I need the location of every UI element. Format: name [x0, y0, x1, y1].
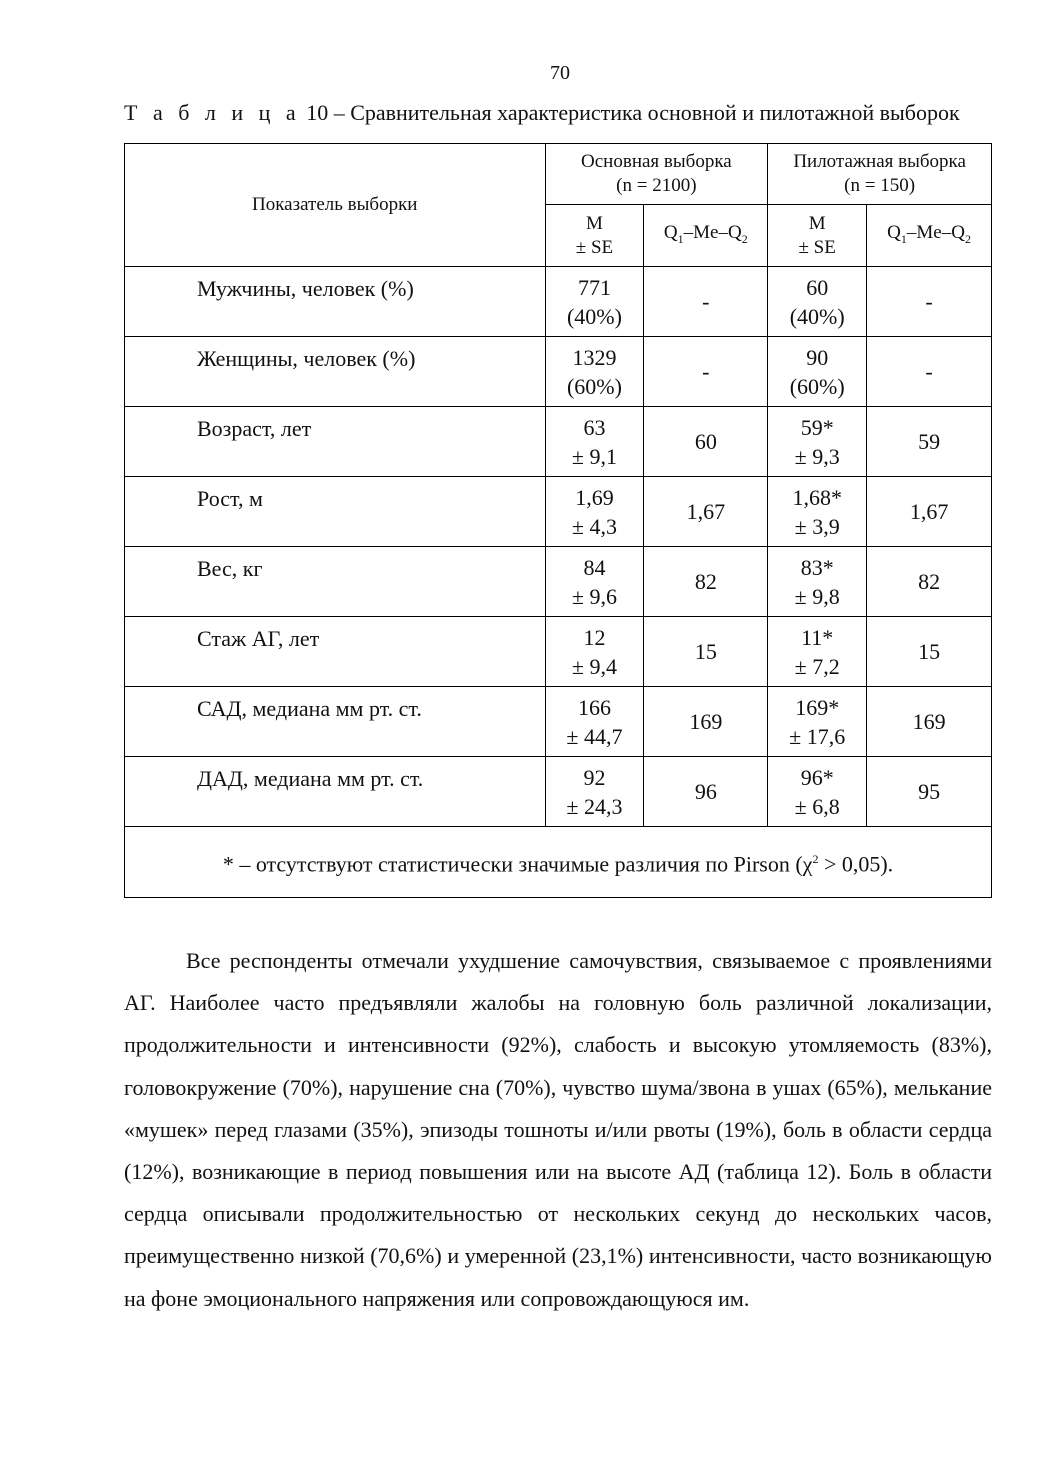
row-label — [125, 407, 546, 477]
cell-main-quartile — [644, 337, 768, 407]
caption-text: 10 – Сравнительная характеристика основной и пилотажной выборок — [300, 100, 960, 125]
cell-value: Возраст, лет — [197, 416, 312, 441]
cell-value: 83* — [800, 554, 834, 580]
cell-value: - — [925, 289, 933, 314]
cell-value: ± 3,9 — [794, 513, 840, 539]
header-main-n: (n = 2100) — [616, 175, 697, 196]
cell-value: ± 24,3 — [566, 793, 623, 819]
cell-value: (40%) — [566, 303, 622, 329]
cell-value: - — [702, 289, 710, 314]
table-row — [125, 267, 992, 337]
cell-value: 1,69 — [575, 484, 614, 510]
cell-value: ± 44,7 — [566, 723, 623, 749]
cell-value: САД, медиана мм рт. ст. — [197, 696, 422, 721]
header-pilot-n: (n = 150) — [844, 175, 916, 196]
cell-value: 1,68* — [792, 484, 842, 510]
q-sub2: 2 — [741, 231, 748, 246]
cell-value: 90 — [806, 344, 829, 370]
cell-main-mean — [545, 337, 644, 407]
cell-pilot-mean — [768, 617, 867, 687]
cell-pilot-quartile — [867, 757, 992, 827]
cell-main-quartile — [644, 547, 768, 617]
row-label — [125, 337, 546, 407]
mean-label: M — [808, 212, 826, 234]
cell-value: (40%) — [789, 303, 845, 329]
cell-pilot-quartile — [867, 337, 992, 407]
q-mid: –Me–Q — [906, 221, 965, 243]
cell-value: 95 — [918, 779, 941, 804]
q-label: Q — [663, 221, 678, 243]
row-label — [125, 477, 546, 547]
cell-value: 1,67 — [686, 499, 726, 524]
row-label — [125, 617, 546, 687]
cell-pilot-mean — [768, 687, 867, 757]
table-row — [125, 547, 992, 617]
cell-main-mean — [545, 547, 644, 617]
cell-value: 1,67 — [909, 499, 949, 524]
cell-pilot-quartile — [867, 477, 992, 547]
cell-value: 96* — [800, 764, 834, 790]
table-row — [125, 477, 992, 547]
header-pilot-mean — [768, 205, 867, 267]
table-row — [125, 687, 992, 757]
cell-value: Рост, м — [197, 486, 263, 511]
cell-value: 169* — [795, 694, 840, 720]
table-footnote — [125, 827, 992, 898]
se-label: ± SE — [575, 236, 614, 258]
cell-value: ± 7,2 — [794, 653, 840, 679]
cell-value: 96 — [694, 779, 717, 804]
cell-main-quartile — [644, 407, 768, 477]
cell-main-mean — [545, 267, 644, 337]
row-label — [125, 757, 546, 827]
mean-label: M — [586, 212, 603, 234]
q-sub1: 1 — [900, 231, 907, 246]
cell-value: 11* — [801, 624, 834, 650]
cell-pilot-quartile — [867, 407, 992, 477]
cell-value: Стаж АГ, лет — [197, 626, 320, 651]
cell-value: 169 — [689, 709, 723, 734]
table-row — [125, 407, 992, 477]
header-main-quartiles — [644, 205, 768, 267]
cell-value: 15 — [918, 639, 941, 664]
cell-value: ± 9,4 — [571, 653, 617, 679]
cell-main-mean — [545, 617, 644, 687]
row-label — [125, 267, 546, 337]
cell-value: - — [925, 359, 933, 384]
q-label: Q — [887, 221, 901, 243]
cell-main-quartile — [644, 617, 768, 687]
footnote-text: * – отсутствуют статистически значимые различия по Pirson (χ — [222, 851, 813, 877]
paragraph-text: Все респонденты отмечали ухудшение самочувствия, связываемое с проявлениями АГ. Наиболее часто предъявляли жалобы на головную боль различной локализации, продолжительности и интенсивности (92%), слабость и высокую утомляемость (83%), головокружение (70%), нарушение сна (70%), чувство шума/звона в ушах (65%), мелькание «мушек» перед глазами (35%), эпизоды тошноты и/или рвоты (19%), боль в области сердца (12%), возникающие в период повышения или на высоте АД (таблица 12). Боль в области сердца описывали продолжительностью от нескольких секунд до нескольких часов, преимущественно низкой (70,6%) и умеренной (23,1%) интенсивности, часто возникающую на фоне эмоционального напряжения или сопровождающуюся им. — [124, 948, 992, 1311]
cell-value: 1329 — [572, 344, 617, 370]
cell-value: ± 9,8 — [794, 583, 840, 609]
table-caption — [124, 100, 960, 126]
cell-value: ДАД, медиана мм рт. ст. — [197, 766, 424, 791]
header-indicator: Показатель выборки — [125, 144, 546, 267]
cell-main-mean — [545, 757, 644, 827]
cell-value: 169 — [912, 709, 946, 734]
caption-prefix: Т а б л и ц а — [124, 100, 301, 125]
cell-value: (60%) — [566, 373, 622, 399]
cell-value: ± 17,6 — [789, 723, 846, 749]
cell-value: 84 — [583, 554, 606, 580]
cell-pilot-quartile — [867, 267, 992, 337]
page-number: 70 — [550, 62, 570, 84]
table-row — [125, 757, 992, 827]
row-label — [125, 547, 546, 617]
cell-main-quartile — [644, 477, 768, 547]
cell-value: 63 — [583, 414, 606, 440]
cell-pilot-quartile — [867, 617, 992, 687]
header-pilot-title: Пилотажная выборка — [793, 151, 966, 172]
cell-value: ± 9,3 — [794, 443, 840, 469]
header-pilot-group — [768, 144, 992, 205]
cell-value: 60 — [806, 274, 829, 300]
cell-value: 82 — [694, 569, 717, 594]
cell-value: Вес, кг — [197, 556, 263, 581]
cell-pilot-mean — [768, 267, 867, 337]
cell-value: ± 9,1 — [571, 443, 617, 469]
body-paragraph — [124, 940, 992, 1320]
cell-value: (60%) — [789, 373, 845, 399]
cell-value: Мужчины, человек (%) — [197, 276, 414, 301]
cell-value: ± 4,3 — [571, 513, 617, 539]
cell-value: 82 — [918, 569, 941, 594]
cell-value: 166 — [577, 694, 611, 720]
row-label — [125, 687, 546, 757]
table-row — [125, 617, 992, 687]
cell-pilot-mean — [768, 757, 867, 827]
se-label: ± SE — [798, 236, 836, 258]
q-sub2: 2 — [964, 231, 971, 246]
cell-value: 92 — [583, 764, 606, 790]
cell-value: 771 — [577, 274, 611, 300]
comparison-table — [124, 143, 992, 898]
footnote-end: > 0,05). — [818, 851, 894, 877]
cell-value: 12 — [583, 624, 606, 650]
cell-main-quartile — [644, 757, 768, 827]
cell-value: ± 9,6 — [571, 583, 617, 609]
q-sub1: 1 — [677, 231, 684, 246]
table-row — [125, 337, 992, 407]
cell-value: Женщины, человек (%) — [197, 346, 416, 371]
cell-pilot-mean — [768, 337, 867, 407]
footnote-sup: 2 — [812, 852, 819, 867]
cell-pilot-quartile — [867, 687, 992, 757]
cell-value: - — [702, 359, 710, 384]
cell-pilot-quartile — [867, 547, 992, 617]
cell-main-quartile — [644, 267, 768, 337]
header-main-title: Основная выборка — [581, 151, 732, 172]
cell-pilot-mean — [768, 407, 867, 477]
cell-value: 60 — [694, 429, 717, 454]
cell-value: 15 — [694, 639, 717, 664]
header-pilot-quartiles — [867, 205, 992, 267]
cell-main-mean — [545, 477, 644, 547]
cell-pilot-mean — [768, 477, 867, 547]
cell-pilot-mean — [768, 547, 867, 617]
cell-main-quartile — [644, 687, 768, 757]
cell-main-mean — [545, 687, 644, 757]
header-main-group — [545, 144, 768, 205]
header-main-mean — [545, 205, 644, 267]
cell-main-mean — [545, 407, 644, 477]
q-mid: –Me–Q — [683, 221, 742, 243]
cell-value: 59 — [918, 429, 941, 454]
cell-value: 59* — [800, 414, 834, 440]
cell-value: ± 6,8 — [794, 793, 840, 819]
